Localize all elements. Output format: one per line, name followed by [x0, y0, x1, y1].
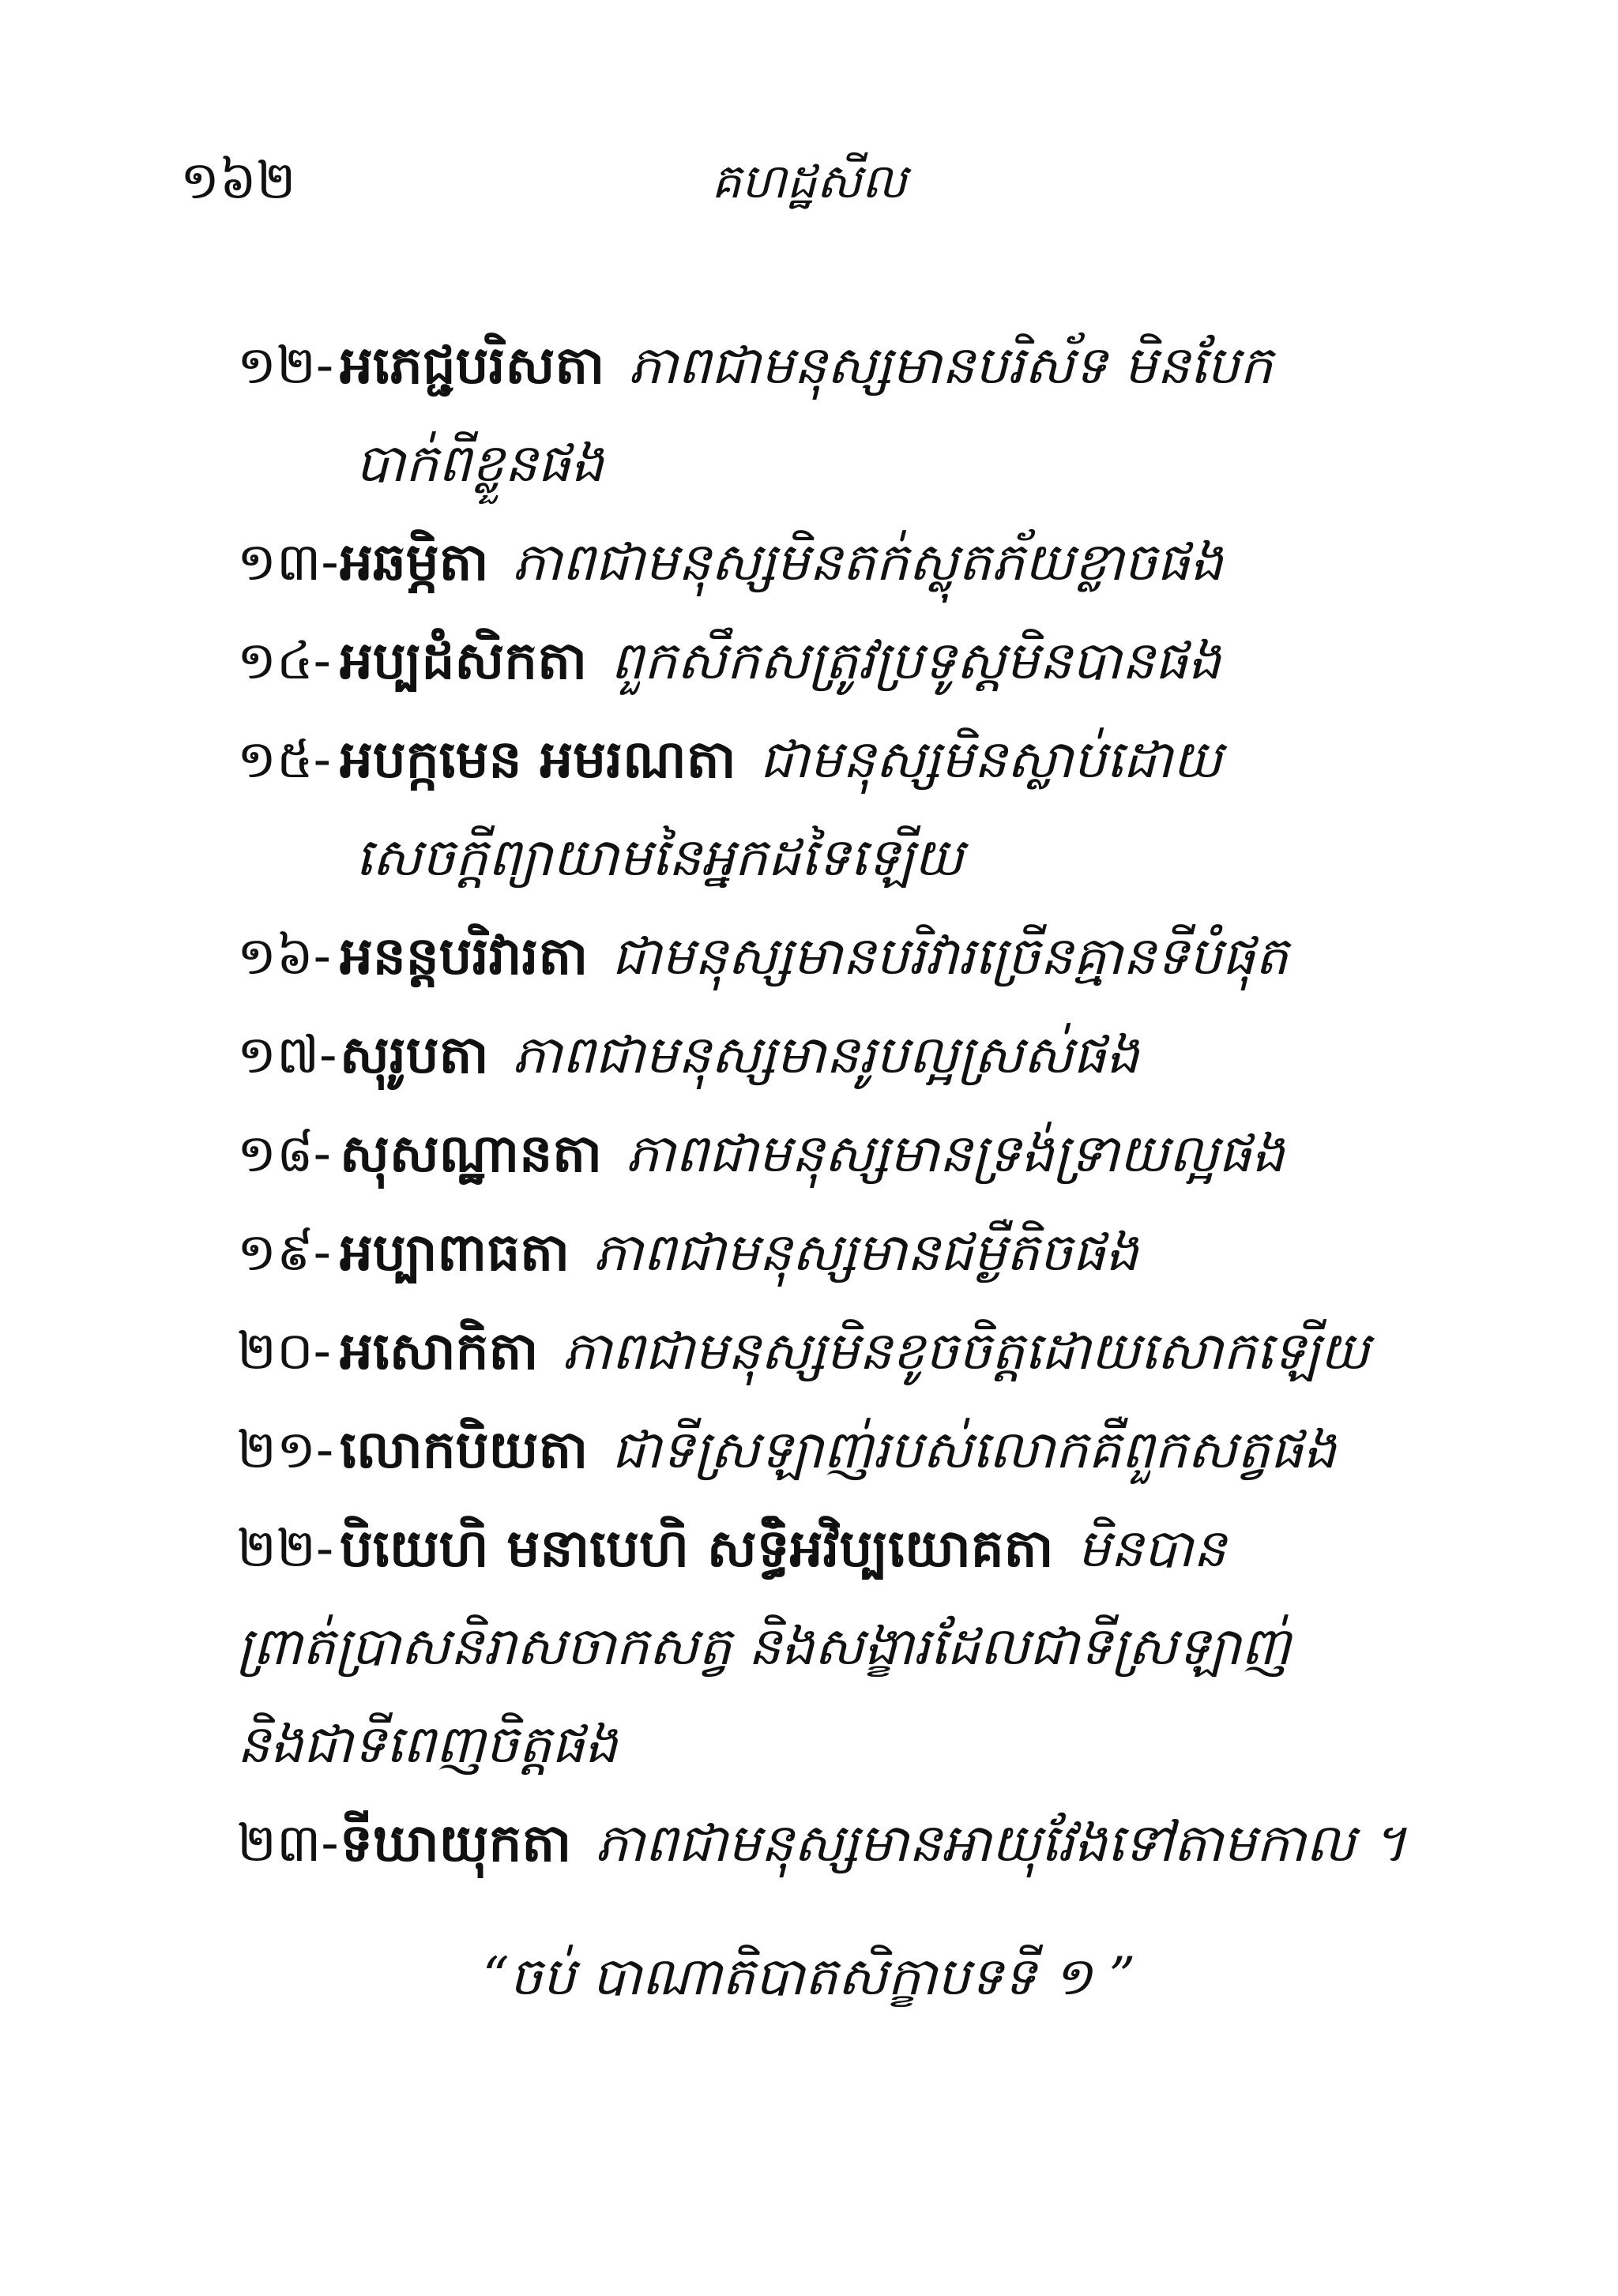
entry-text: ភាពជាមនុស្សមានអាយុវែងទៅតាមកាល ។ — [595, 1813, 1407, 1873]
entry-continuation: បាក់ពីខ្លួនផង — [356, 433, 604, 494]
list-item — [237, 710, 1422, 907]
entry-number: ១៦- — [237, 926, 331, 986]
entry-list — [237, 316, 1422, 1892]
entry-term: លោកបិយតា — [340, 1419, 589, 1480]
entry-number: ១៣- — [237, 532, 339, 592]
entry-term: អភេជ្ជបរិសតា — [340, 334, 605, 396]
entry-text: ភាពជាមនុស្សមានទ្រង់ទ្រាយល្អផង — [625, 1123, 1285, 1184]
entry-term: សុរូបតា — [340, 1024, 489, 1085]
entry-term: សុសណ្ឋានតា — [340, 1122, 602, 1184]
entry-number: ១៤- — [237, 630, 331, 691]
entry-number: ១៨- — [237, 1123, 331, 1184]
entry-term: បិយេហិ មនាបេហិ សទ្ធិំអវិប្បយោគតា — [340, 1517, 1054, 1579]
entry-text: ភាពជាមនុស្សមានបរិស័ទ មិនបែក — [628, 335, 1273, 396]
entry-term: អប្បដំសិកតា — [340, 629, 587, 691]
entry-number: ២១- — [237, 1419, 334, 1480]
list-item — [237, 907, 1422, 1005]
entry-text: មិនបាន — [1077, 1518, 1227, 1579]
entry-number: ១២- — [237, 335, 334, 396]
list-item — [237, 513, 1422, 611]
entry-continuation: ព្រាត់ប្រាសនិរាសចាកសត្វ និងសង្ខារដែលជាទីស្រឡាញ់ — [237, 1616, 1291, 1677]
entry-term: អប្បាពាធតា — [340, 1221, 570, 1283]
entry-text: ជាមនុស្សមិនស្លាប់ដោយ — [759, 729, 1222, 790]
entry-text: ពួកសឹកសត្រូវប្រទូស្តមិនបានផង — [610, 630, 1221, 691]
list-item — [237, 611, 1422, 710]
entry-text: ភាពជាមនុស្សមិនខូចចិត្តដោយសោកឡើយ — [562, 1321, 1370, 1381]
entry-term: អឆម្ភិតា — [340, 531, 489, 592]
entry-term: ទីឃាយុកតា — [340, 1812, 572, 1873]
entry-text: ជាទីស្រឡាញ់របស់លោកគឺពួកសត្វផង — [611, 1419, 1337, 1480]
list-item — [237, 316, 1422, 513]
entry-continuation: និងជាទីពេញចិត្តផង — [237, 1714, 618, 1775]
entry-text: ភាពជាមនុស្សមានរូបល្អស្រស់ផង — [512, 1024, 1139, 1085]
entry-term: អសោកិតា — [340, 1320, 539, 1381]
entry-term: អបក្កមេន អមរណតា — [340, 728, 736, 790]
entry-number: ២២- — [237, 1518, 334, 1579]
list-item — [237, 1203, 1422, 1302]
entry-number: ២០- — [237, 1321, 331, 1381]
running-title: គហដ្ឋសីល — [711, 154, 907, 209]
page-number: ១៦២ — [180, 150, 296, 211]
list-item — [237, 1302, 1422, 1400]
closing-line: “ចប់ បាណាតិបាតសិក្ខាបទទី ១ ” — [482, 1946, 1136, 2007]
entry-text: ភាពជាមនុស្សមានជម្ងឺតិចផង — [593, 1222, 1138, 1283]
entry-number: ១៥- — [237, 729, 331, 790]
list-item — [237, 1794, 1422, 1892]
entry-term: អនន្តបរិវារតា — [340, 925, 589, 986]
list-item — [237, 1400, 1422, 1499]
list-item — [237, 1104, 1422, 1203]
entry-number: ១៩- — [237, 1222, 331, 1283]
list-item — [237, 1005, 1422, 1104]
entry-text: ភាពជាមនុស្សមិនតក់ស្លុតភ័យខ្លាចផង — [512, 532, 1223, 592]
entry-number: ២៣- — [237, 1813, 339, 1873]
list-item — [237, 1499, 1422, 1794]
entry-text: ជាមនុស្សមានបរិវារច្រើនគ្មានទីបំផុត — [611, 926, 1289, 986]
entry-number: ១៧- — [237, 1024, 337, 1085]
entry-continuation: សេចក្តីព្យាយាមនៃអ្នកដទៃឡើយ — [356, 827, 964, 888]
